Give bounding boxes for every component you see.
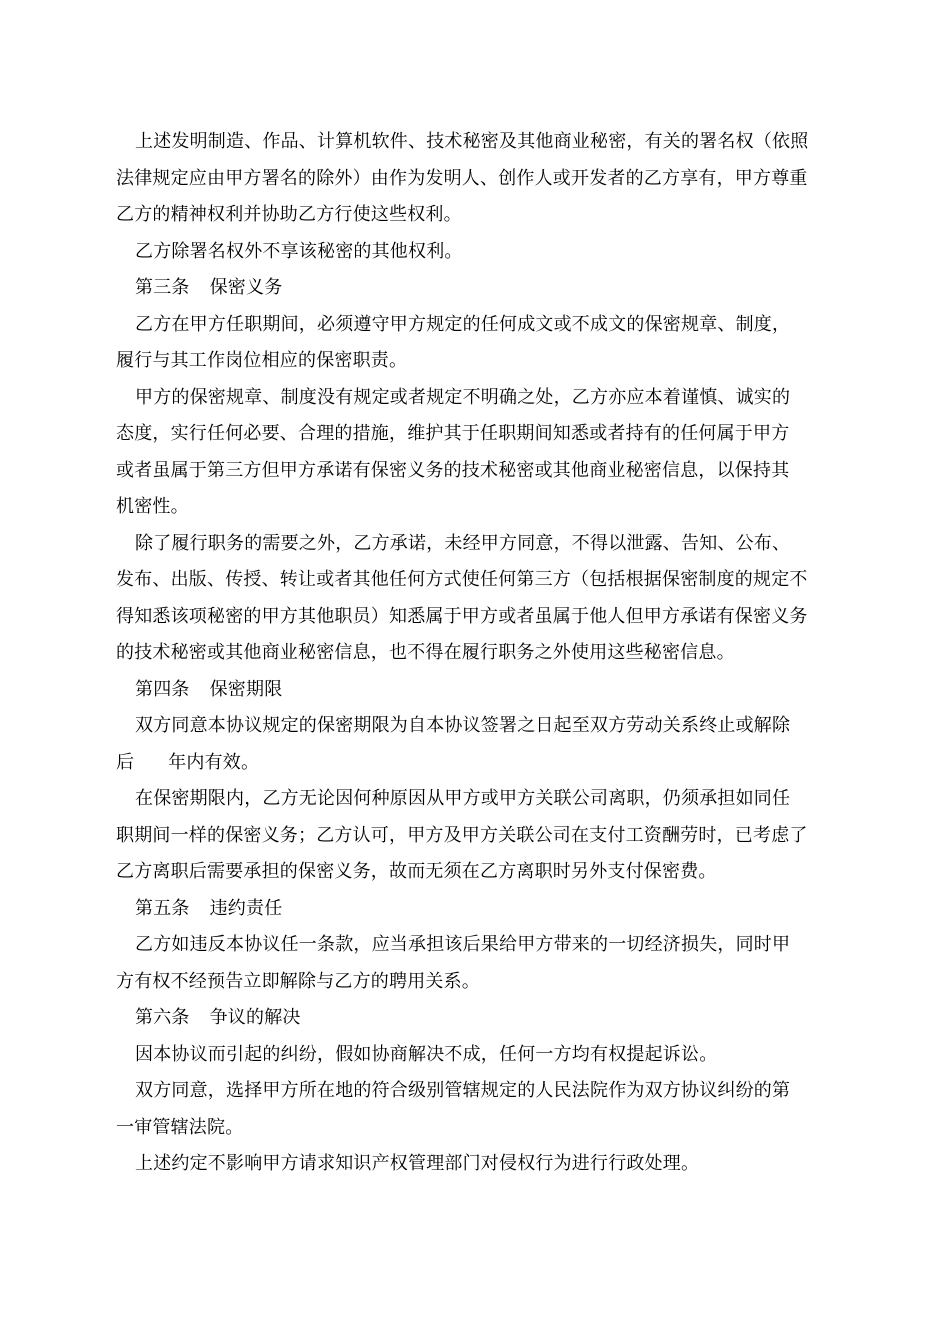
text-line: 上述约定不影响甲方请求知识产权管理部门对侵权行为进行行政处理。 bbox=[135, 1153, 700, 1174]
article-title: 保密期限 bbox=[209, 678, 283, 700]
text-line: 双方同意本协议规定的保密期限为自本协议签署之日起至双方劳动关系终止或解除 bbox=[135, 715, 791, 736]
text-line: 或者虽属于第三方但甲方承诺有保密义务的技术秘密或其他商业秘密信息，以保持其 bbox=[116, 459, 790, 481]
text-line: 职期间一样的保密义务；乙方认可，甲方及甲方关联公司在支付工资酬劳时，已考虑了 bbox=[116, 824, 808, 846]
article-number: 第四条 bbox=[135, 678, 190, 700]
article-number: 第六条 bbox=[135, 1007, 190, 1028]
text-fragment: 年内有效。 bbox=[168, 751, 260, 773]
article-number: 第五条 bbox=[135, 897, 190, 919]
text-line: 的技术秘密或其他商业秘密信息，也不得在履行职务之外使用这些秘密信息。 bbox=[116, 642, 735, 663]
text-line: 甲方的保密规章、制度没有规定或者规定不明确之处，乙方亦应本着谨慎、诚实的 bbox=[135, 386, 791, 408]
text-line: 乙方如违反本协议任一条款，应当承担该后果给甲方带来的一切经济损失，同时甲 bbox=[135, 934, 791, 955]
text-line: 履行与其工作岗位相应的保密职责。 bbox=[116, 350, 408, 371]
text-line: 乙方离职后需要承担的保密义务，故而无须在乙方离职时另外支付保密费。 bbox=[116, 861, 717, 882]
article-number: 第三条 bbox=[135, 277, 190, 298]
article-heading bbox=[116, 1000, 838, 1037]
text-line: 机密性。 bbox=[116, 496, 189, 517]
text-line: 态度，实行任何必要、合理的措施，维护其于任职期间知悉或者持有的任何属于甲方 bbox=[116, 423, 790, 444]
text-line: 在保密期限内，乙方无论因何种原因从甲方或甲方关联公司离职，仍须承担如同任 bbox=[135, 788, 791, 809]
text-line: 除了履行职务的需要之外，乙方承诺，未经甲方同意，不得以泄露、告知、公布、 bbox=[135, 532, 791, 554]
document-body bbox=[116, 124, 838, 1183]
text-line: 法律规定应由甲方署名的除外）由作为发明人、创作人或开发者的乙方享有，甲方尊重 bbox=[116, 167, 808, 189]
text-line: 因本协议而引起的纠纷，假如协商解决不成，任何一方均有权提起诉讼。 bbox=[135, 1043, 718, 1065]
text-line: 乙方在甲方任职期间，必须遵守甲方规定的任何成文或不成文的保密规章、制度， bbox=[135, 313, 791, 335]
text-line: 一审管辖法院。 bbox=[116, 1116, 244, 1138]
text-line: 双方同意，选择甲方所在地的符合级别管辖规定的人民法院作为双方协议纠纷的第 bbox=[135, 1080, 791, 1101]
article-title: 争议的解决 bbox=[209, 1007, 301, 1028]
article-title: 违约责任 bbox=[209, 897, 283, 919]
article-title: 保密义务 bbox=[209, 277, 283, 298]
text-line: 乙方的精神权利并协助乙方行使这些权利。 bbox=[116, 204, 462, 225]
article-heading bbox=[116, 270, 838, 307]
article-heading bbox=[116, 672, 838, 709]
text-line: 方有权不经预告立即解除与乙方的聘用关系。 bbox=[116, 970, 480, 992]
text-line: 乙方除署名权外不享该秘密的其他权利。 bbox=[135, 240, 463, 262]
text-line: 发布、出版、传授、转让或者其他任何方式使任何第三方（包括根据保密制度的规定不 bbox=[116, 569, 808, 590]
article-heading bbox=[116, 891, 838, 928]
text-fragment: 后 bbox=[116, 751, 135, 773]
text-line: 得知悉该项秘密的甲方其他职员）知悉属于甲方或者虽属于他人但甲方承诺有保密义务 bbox=[116, 605, 808, 627]
text-line bbox=[116, 745, 838, 782]
text-line: 上述发明制造、作品、计算机软件、技术秘密及其他商业秘密，有关的署名权（依照 bbox=[135, 131, 809, 152]
